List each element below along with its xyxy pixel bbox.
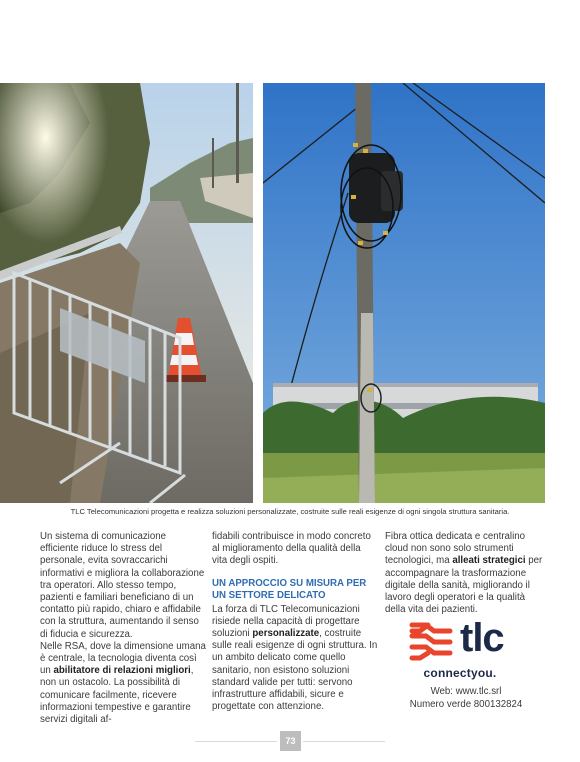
paragraph: La forza di TLC Telecomunicazioni risiede nella capacità di progettare soluzioni personalizzate, costruite sulle reali esigenze di ogni struttura. In un ambito delicato come quello sanitario, non esistono soluzioni standard valide per tutti: servono infrastrutture affidabili, sicure e progettate con attenzione. <box>212 603 378 713</box>
logo-tagline: connectyou. <box>423 666 497 680</box>
contact-web[interactable]: Web: www.tlc.srl <box>430 686 502 697</box>
tlc-logo-mark-icon <box>408 617 454 663</box>
bold-phrase: abilitatore di relazioni migliori <box>53 665 191 677</box>
bold-phrase: alleati strategici <box>452 555 526 567</box>
paragraph: Fibra ottica dedicata e centralino cloud non sono solo strumenti tecnologici, ma alleati strategici per accompagnare la trasformazione digitale della sanità, migliorando il lavoro degli operatori e la qualità della vita dei pazienti. <box>385 531 543 616</box>
page-number: 73 <box>280 731 301 751</box>
paragraph: Un sistema di comunicazione efficiente riduce lo stress del personale, evita sovraccarichi informativi e migliora la collaborazione tra operatori. Allo stesso tempo, pazienti e familiari beneficiano di un contatto più rapido, chiaro e affidabile con la struttura, aumentando il senso di fiducia e sicurezza. <box>40 531 205 640</box>
text-column-1 <box>40 531 206 726</box>
footer-divider <box>195 741 277 742</box>
photo-fiber-pole <box>263 83 545 503</box>
footer-divider <box>303 741 385 742</box>
text-column-3 <box>385 531 547 616</box>
paragraph: Nelle RSA, dove la dimensione umana è centrale, la tecnologia diventa così un abilitatore di relazioni migliori, non un ostacolo. La possibilità di comunicare facilmente, ricevere informazioni tempestive e garantire servizi digitali af- <box>40 640 206 726</box>
logo-wordmark: tlc <box>460 616 504 660</box>
paragraph: fidabili contribuisce in modo concreto al miglioramento della qualità della vita degli ospiti. <box>212 531 371 567</box>
section-heading: UN APPROCCIO SU MISURA PER UN SETTORE DELICATO <box>212 577 367 601</box>
bold-phrase: personalizzate <box>252 628 320 640</box>
photo-roadworks <box>0 83 253 503</box>
contact-phone: Numero verde 800132824 <box>409 699 523 710</box>
tlc-logo <box>408 617 518 669</box>
text-column-2 <box>212 531 378 713</box>
photo-caption: TLC Telecomunicazioni progetta e realizza soluzioni personalizzate, costruite sulle reali esigenze di ogni singola struttura sanitaria. <box>70 507 510 516</box>
